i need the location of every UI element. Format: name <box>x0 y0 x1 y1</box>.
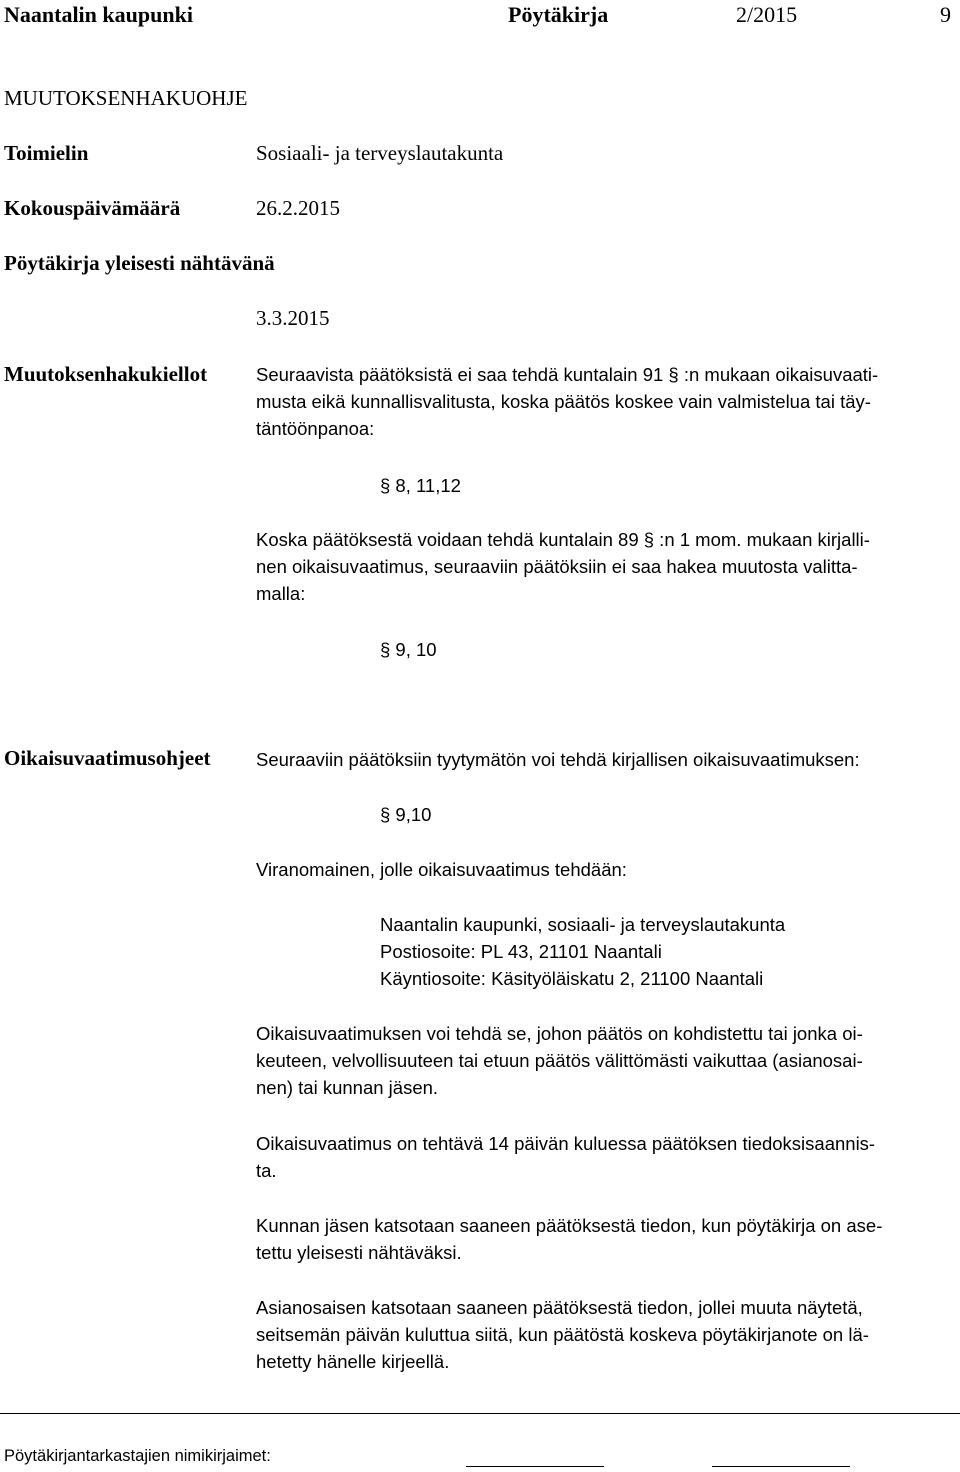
oikaisuvaatimusohjeet-label: Oikaisuvaatimusohjeet <box>4 746 211 770</box>
paragraph-who-may-appeal <box>256 1020 950 1101</box>
text-line: Oikaisuvaatimuksen voi tehdä se, johon päätös on kohdistettu tai jonka oi- <box>256 1023 863 1044</box>
text-line: keuteen, velvollisuuteen tai etuun päätös välittömästi vaikuttaa (asianosai- <box>256 1050 863 1071</box>
kiellot-paragraph-1 <box>256 361 950 442</box>
authority-address <box>380 911 785 992</box>
header-municipality: Naantalin kaupunki <box>4 2 193 27</box>
header-doc-type: Pöytäkirja <box>508 2 609 27</box>
text-line: Koska päätöksestä voidaan tehdä kuntalain 89 § :n 1 mom. mukaan kirjalli- <box>256 529 870 550</box>
nahtavana-value: 3.3.2015 <box>256 306 330 330</box>
authority-label: Viranomainen, jolle oikaisuvaatimus tehdään: <box>256 859 627 880</box>
kokous-label: Kokouspäivämäärä <box>4 196 181 220</box>
page-title: MUUTOKSENHAKUOHJE <box>4 86 248 110</box>
signature-line-1 <box>466 1466 604 1467</box>
paragraph-party-notice <box>256 1294 950 1375</box>
signature-line-2 <box>712 1466 850 1467</box>
kiellot-sections-1: § 8, 11,12 <box>380 475 461 496</box>
paragraph-member-notice <box>256 1212 950 1266</box>
muutoksenhakukiellot-label: Muutoksenhakukiellot <box>4 362 208 386</box>
kokous-value: 26.2.2015 <box>256 196 340 220</box>
text-line: tettu yleisesti nähtäväksi. <box>256 1242 462 1263</box>
text-line: ta. <box>256 1160 277 1181</box>
text-line: musta eikä kunnallisvalitusta, koska päätös koskee vain valmistelua tai täy- <box>256 391 871 412</box>
nahtavana-label: Pöytäkirja yleisesti nähtävänä <box>4 251 275 275</box>
kiellot-paragraph-2 <box>256 526 950 607</box>
header-page-number: 9 <box>940 2 951 27</box>
kiellot-sections-2: § 9, 10 <box>380 639 437 660</box>
text-line: hetetty hänelle kirjeellä. <box>256 1351 450 1372</box>
address-line: Käyntiosoite: Käsityöläiskatu 2, 21100 Naantali <box>380 968 764 989</box>
footer-divider <box>0 1413 960 1414</box>
address-line: Naantalin kaupunki, sosiaali- ja terveyslautakunta <box>380 914 786 935</box>
text-line: Kunnan jäsen katsotaan saaneen päätöksestä tiedon, kun pöytäkirja on ase- <box>256 1215 883 1236</box>
text-line: täntöönpanoa: <box>256 418 375 439</box>
text-line: Asianosaisen katsotaan saaneen päätöksestä tiedon, jollei muuta näytetä, <box>256 1297 863 1318</box>
text-line: nen) tai kunnan jäsen. <box>256 1077 439 1098</box>
text-line: seitsemän päivän kuluttua siitä, kun päätöstä koskeva pöytäkirjanote on lä- <box>256 1324 869 1345</box>
address-line: Postiosoite: PL 43, 21101 Naantali <box>380 941 662 962</box>
text-line: Oikaisuvaatimus on tehtävä 14 päivän kuluessa päätöksen tiedoksisaannis- <box>256 1133 876 1154</box>
ohjeet-sections: § 9,10 <box>380 804 432 825</box>
text-line: nen oikaisuvaatimus, seuraaviin päätöksiin ei saa hakea muutosta valitta- <box>256 556 858 577</box>
header-issue: 2/2015 <box>736 2 798 27</box>
paragraph-deadline <box>256 1130 950 1184</box>
toimielin-value: Sosiaali- ja terveyslautakunta <box>256 141 504 165</box>
text-line: malla: <box>256 583 306 604</box>
initials-label: Pöytäkirjantarkastajien nimikirjaimet: <box>4 1447 271 1465</box>
toimielin-label: Toimielin <box>4 141 89 165</box>
text-line: Seuraavista päätöksistä ei saa tehdä kuntalain 91 § :n mukaan oikaisuvaati- <box>256 364 879 385</box>
ohjeet-intro: Seuraaviin päätöksiin tyytymätön voi tehdä kirjallisen oikaisuvaatimuksen: <box>256 749 860 770</box>
